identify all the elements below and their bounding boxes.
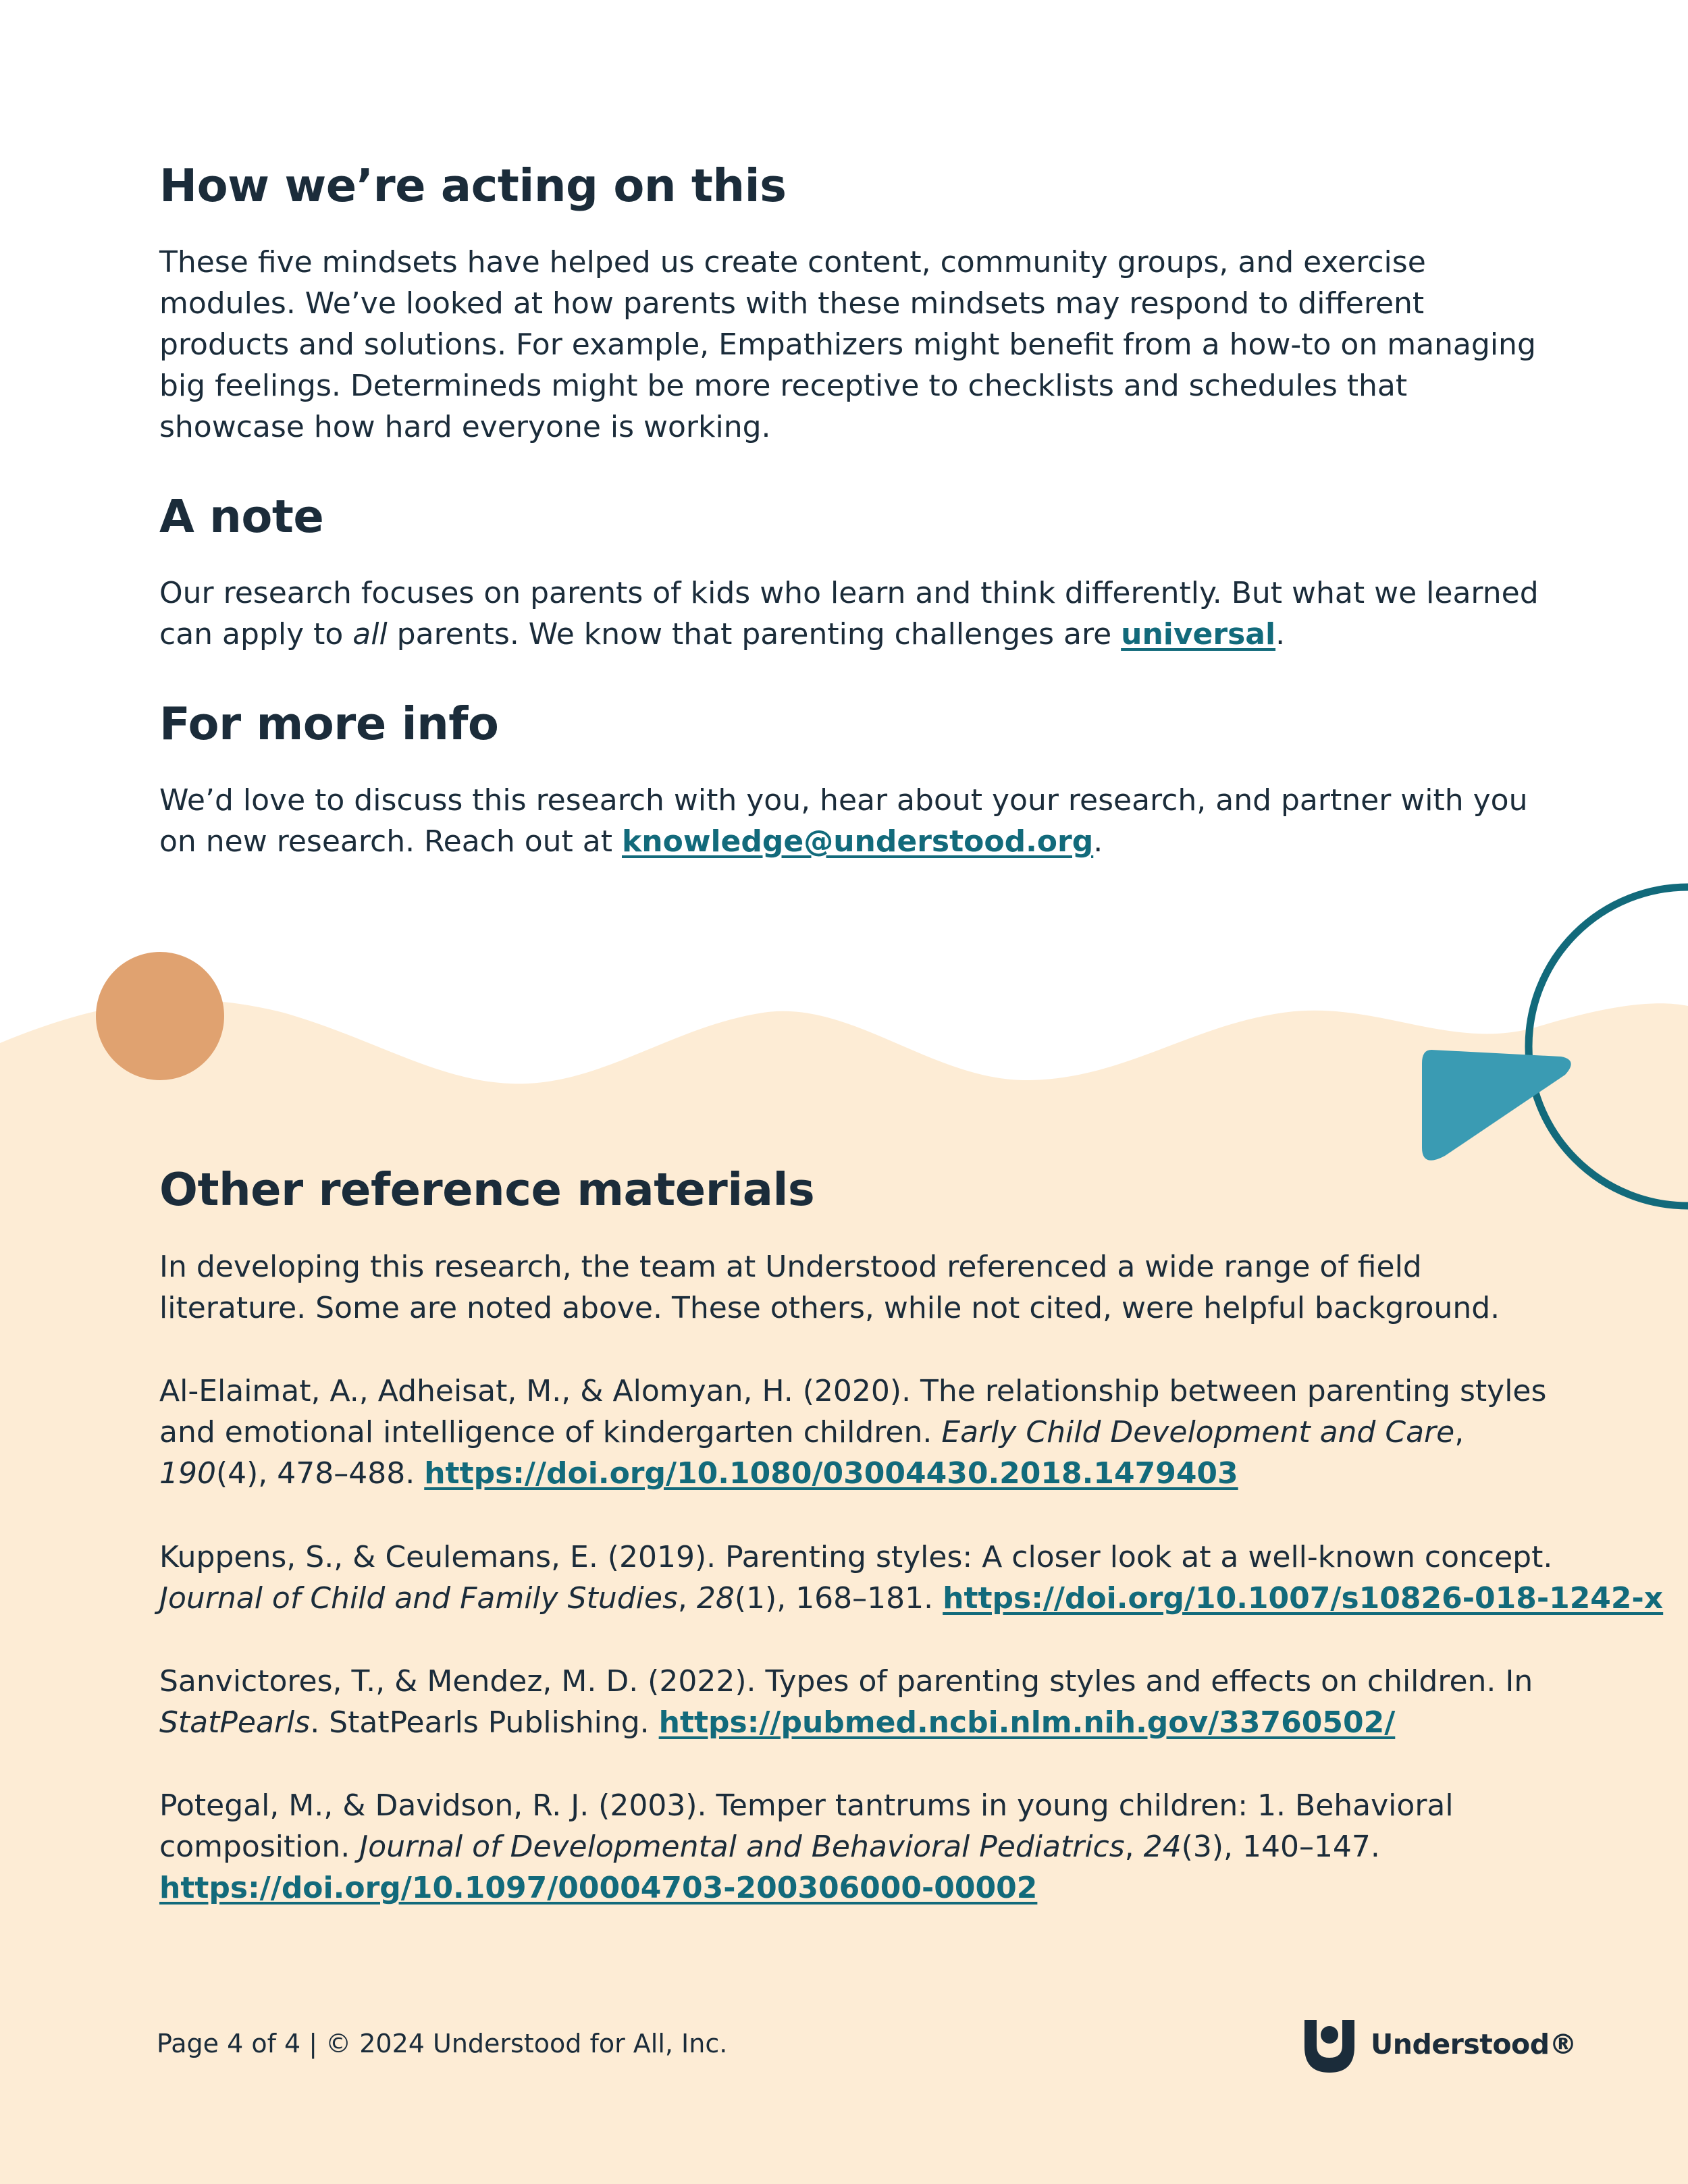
reference-line: Kuppens, S., & Ceulemans, E. (2019). Parenting styles: A closer look at a well-known concept. [159,1540,1553,1574]
reference-doi-link[interactable]: https://doi.org/10.1007/s10826-018-1242-x [943,1581,1664,1616]
paragraph-line: products and solutions. For example, Empathizers might benefit from a how-to on managing [159,327,1536,362]
reference-book: StatPearls [159,1705,311,1740]
reference-entry-2 [159,1537,1664,1619]
understood-logo-text: Understood® [1371,2028,1577,2060]
reference-pubmed-link[interactable]: https://pubmed.ncbi.nlm.nih.gov/33760502/ [658,1705,1396,1740]
reference-text: , [1124,1830,1144,1864]
reference-entry-1 [159,1370,1557,1494]
references-intro [159,1246,1557,1329]
paragraph-line: literature. Some are noted above. These others, while not cited, were helpful background. [159,1291,1500,1325]
section-heading-references: Other reference materials [159,1163,815,1216]
reference-text: (3), 140–147. [1181,1830,1380,1864]
reference-text: and emotional intelligence of kindergarten children. [159,1415,942,1449]
reference-line: Al-Elaimat, A., Adheisat, M., & Alomyan, H. (2020). The relationship between parenting styles [159,1374,1547,1408]
emphasis-text: all [352,617,388,651]
email-link[interactable]: knowledge@understood.org [622,824,1094,859]
reference-entry-4 [159,1785,1557,1909]
reference-text: . StatPearls Publishing. [310,1705,659,1740]
reference-volume: 28 [696,1581,735,1616]
paragraph-text: . [1275,617,1286,651]
section-paragraph-acting [159,242,1557,448]
reference-doi-link[interactable]: https://doi.org/10.1080/03004430.2018.1479403 [424,1456,1238,1491]
reference-text: composition. [159,1830,360,1864]
reference-text: , [677,1581,697,1616]
reference-line: Sanvictores, T., & Mendez, M. D. (2022). Types of parenting styles and effects on children. In [159,1664,1533,1699]
reference-journal: Early Child Development and Care [941,1415,1455,1449]
reference-journal: Journal of Child and Family Studies [159,1581,678,1616]
reference-text: (4), 478–488. [215,1456,425,1491]
orange-dot-decoration [96,952,224,1080]
paragraph-line: showcase how hard everyone is working. [159,410,771,444]
universal-link[interactable]: universal [1121,617,1276,651]
reference-doi-link[interactable]: https://doi.org/10.1097/00004703-200306000-00002 [159,1871,1038,1905]
paragraph-line: We’d love to discuss this research with you, hear about your research, and partner with you [159,783,1528,818]
paragraph-line: big feelings. Determineds might be more receptive to checklists and schedules that [159,369,1408,403]
paragraph-text: . [1093,824,1103,859]
reference-line: Potegal, M., & Davidson, R. J. (2003). Temper tantrums in young children: 1. Behavioral [159,1788,1454,1823]
section-heading-acting: How we’re acting on this [159,159,787,212]
reference-volume: 24 [1143,1830,1182,1864]
reference-volume: 190 [159,1456,216,1491]
paragraph-line: These five mindsets have helped us create content, community groups, and exercise [159,245,1426,279]
paragraph-text: can apply to [159,617,353,651]
reference-entry-3 [159,1661,1557,1743]
paragraph-line: modules. We’ve looked at how parents with these mindsets may respond to different [159,286,1425,321]
section-heading-more-info: For more info [159,697,499,750]
reference-text: , [1454,1415,1465,1449]
footer-page-info: Page 4 of 4 | © 2024 Understood for All, Inc. [157,2029,728,2058]
section-paragraph-more-info [159,780,1557,862]
section-heading-note: A note [159,490,324,543]
paragraph-line: Our research focuses on parents of kids who learn and think differently. But what we learned [159,576,1539,610]
paragraph-line: In developing this research, the team at Understood referenced a wide range of field [159,1250,1422,1284]
reference-text: (1), 168–181. [734,1581,943,1616]
understood-logo-icon [1299,2016,1360,2077]
paragraph-text: parents. We know that parenting challenges are [387,617,1122,651]
reference-journal: Journal of Developmental and Behavioral Pediatrics [359,1830,1125,1864]
section-paragraph-note [159,572,1557,655]
paragraph-text: on new research. Reach out at [159,824,622,859]
